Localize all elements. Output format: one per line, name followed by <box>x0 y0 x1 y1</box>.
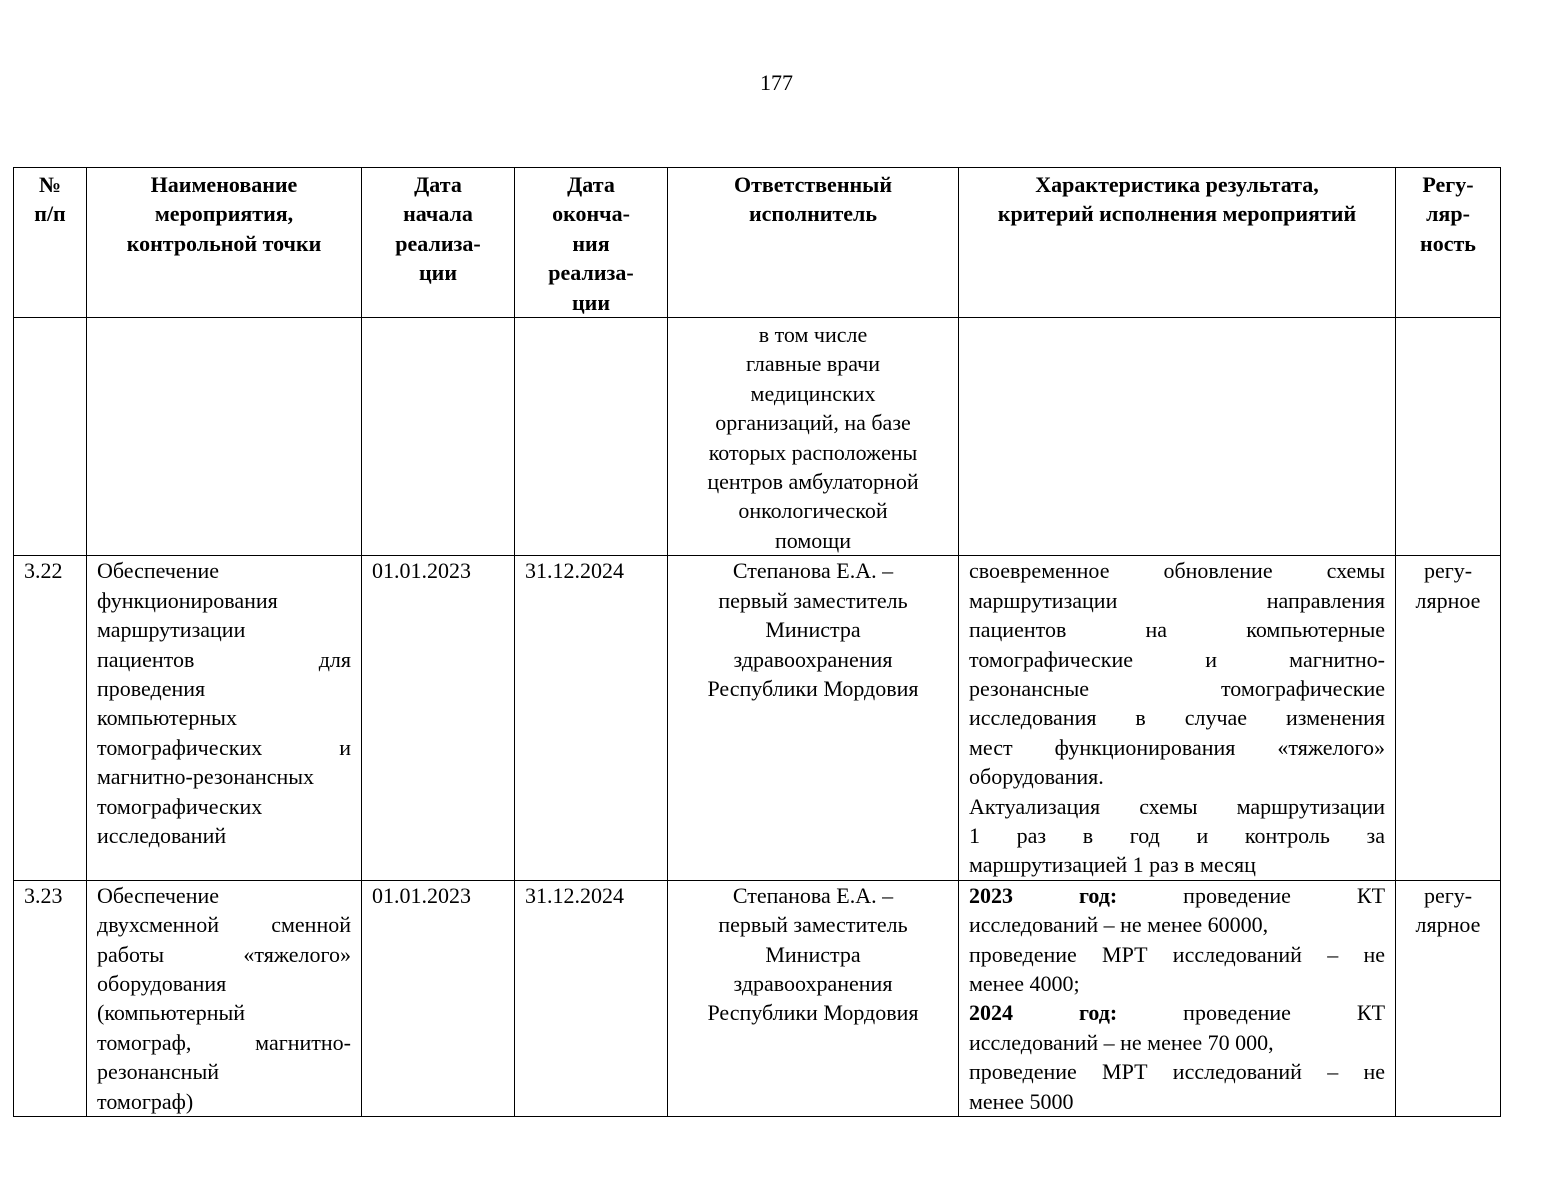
cell-end-date: 31.12.2024 <box>515 556 668 880</box>
table-row-3-23 <box>14 880 1501 1116</box>
cell-name: Обеспечение функционирования маршрутизации пациентов для проведения компьютерных томографических и магнитно-резонансных томографических исследований <box>87 556 362 880</box>
cell-result <box>959 318 1396 556</box>
activities-table <box>13 167 1501 1117</box>
cell-regularity: регу- лярное <box>1396 556 1501 880</box>
cell-responsible: Степанова Е.А. – первый заместитель Министра здравоохранения Республики Мордовия <box>668 556 959 880</box>
cell-num: 3.22 <box>14 556 87 880</box>
header-end-date: Дата оконча- ния реализа- ции <box>515 168 668 318</box>
cell-start <box>362 318 515 556</box>
table-row-continuation <box>14 318 1501 556</box>
result-2024-line: 2024 год: проведение КТ <box>969 1000 1386 1026</box>
header-name: Наименование мероприятия, контрольной точки <box>87 168 362 318</box>
header-start-date: Дата начала реализа- ции <box>362 168 515 318</box>
year-2023-label: 2023 год: <box>969 882 1118 908</box>
cell-regularity: регу- лярное <box>1396 880 1501 1116</box>
cell-num: 3.23 <box>14 880 87 1116</box>
header-regularity: Регу- ляр- ность <box>1396 168 1501 318</box>
cell-name <box>87 318 362 556</box>
cell-name: Обеспечение двухсменной сменной работы «тяжелого» оборудования (компьютерный томограф, магнитно- резонансный томограф) <box>87 880 362 1116</box>
table-header-row <box>14 168 1501 318</box>
cell-num <box>14 318 87 556</box>
header-num: № п/п <box>14 168 87 318</box>
cell-responsible: Степанова Е.А. – первый заместитель Министра здравоохранения Республики Мордовия <box>668 880 959 1116</box>
cell-regularity <box>1396 318 1501 556</box>
table-row-3-22 <box>14 556 1501 880</box>
cell-result: своевременное обновление схемы маршрутизации направления пациентов на компьютерные томографические и магнитно- резонансные томографические исследования в случае изменения мест функционирования «тяжелого» оборудования. Актуализация схемы маршрутизации 1 раз в год и контроль за маршрутизацией 1 раз в месяц <box>959 556 1396 880</box>
cell-end-date: 31.12.2024 <box>515 880 668 1116</box>
year-2024-label: 2024 год: <box>969 1000 1118 1026</box>
result-2023-line: 2023 год: проведение КТ <box>969 882 1386 908</box>
cell-start-date: 01.01.2023 <box>362 880 515 1116</box>
cell-result: 2023 год: проведение КТ исследований – не менее 60000, проведение МРТ исследований – не менее 4000; 2024 год: проведение КТ исследований – не менее 70 000, проведение МРТ исследований – не менее 5000 <box>959 880 1396 1116</box>
header-result: Характеристика результата, критерий исполнения мероприятий <box>959 168 1396 318</box>
cell-responsible: в том числе главные врачи медицинских организаций, на базе которых расположены центров амбулаторной онкологической помощи <box>668 318 959 556</box>
header-responsible: Ответственный исполнитель <box>668 168 959 318</box>
page-number: 177 <box>760 70 793 95</box>
cell-end <box>515 318 668 556</box>
cell-start-date: 01.01.2023 <box>362 556 515 880</box>
